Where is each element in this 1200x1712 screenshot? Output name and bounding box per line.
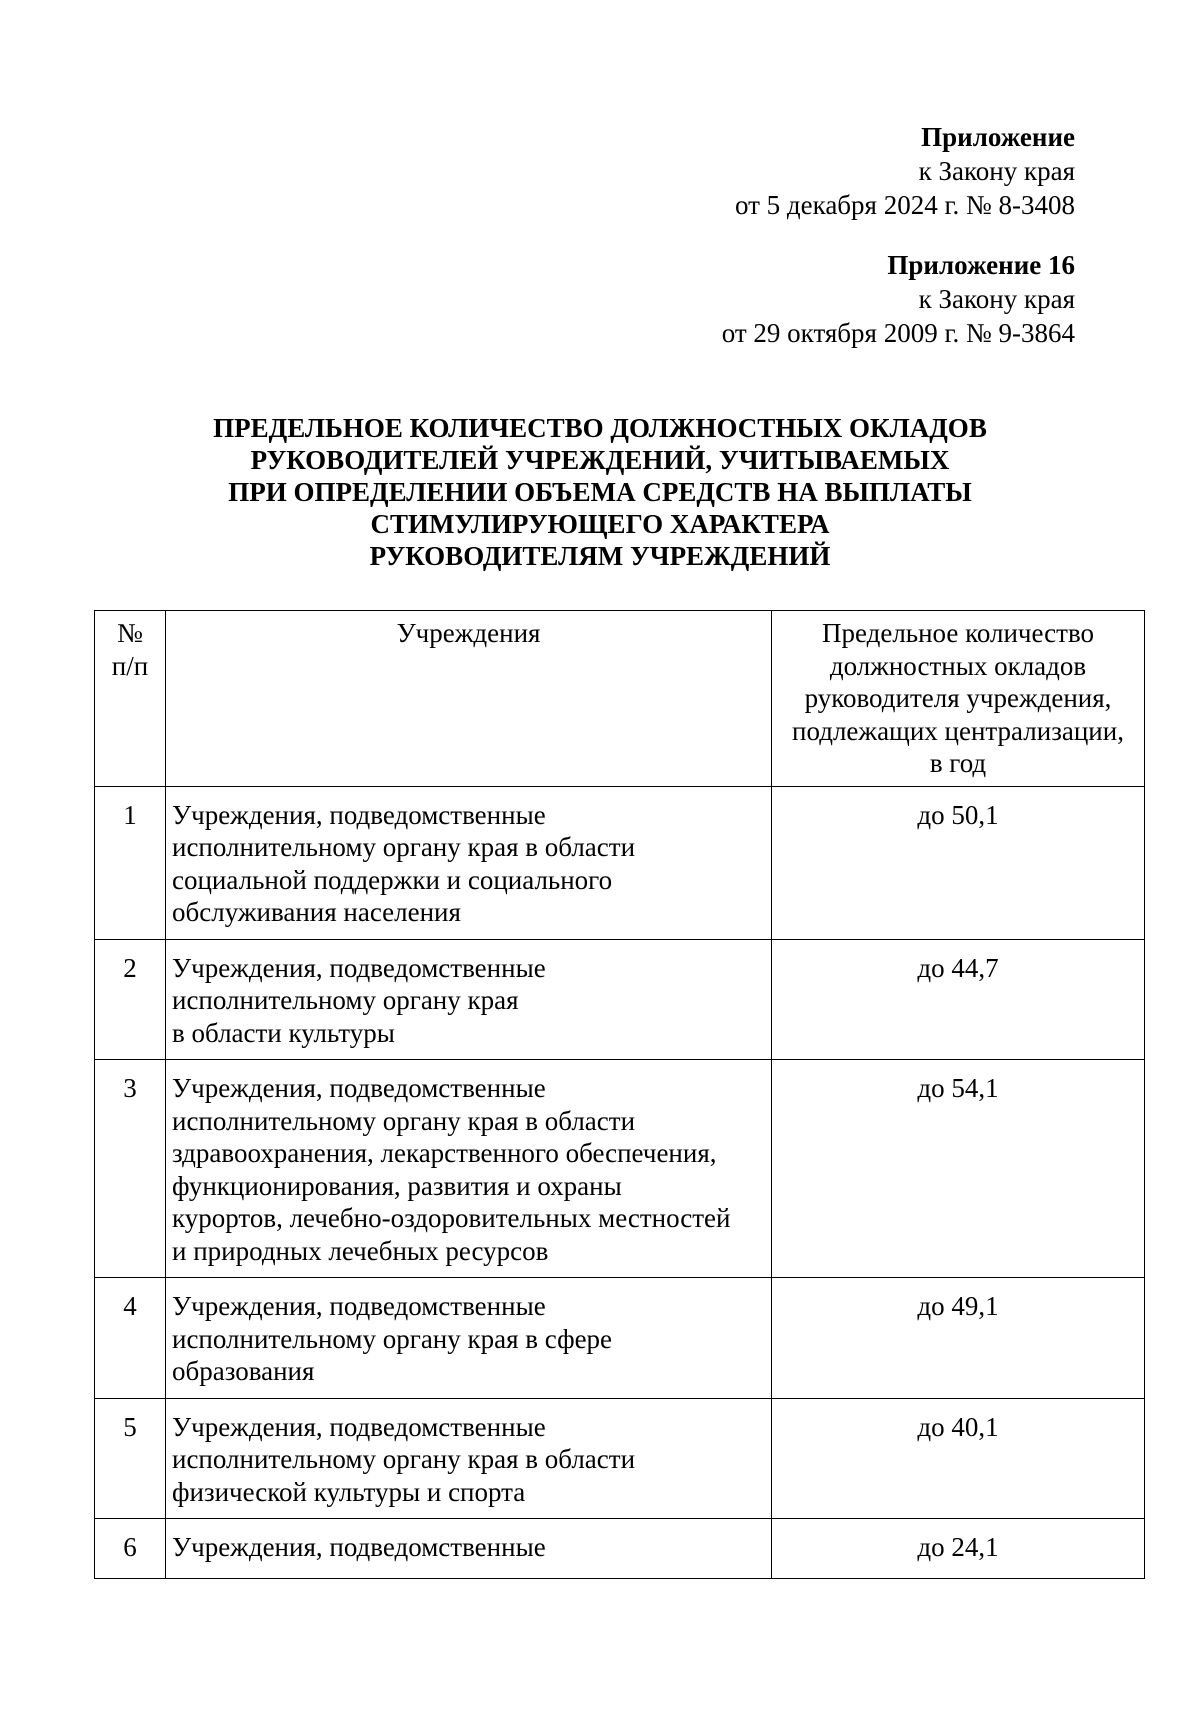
annex-current-title: Приложение (921, 122, 1075, 152)
header-value-line: в год (929, 748, 987, 778)
header-value-line: Предельное количество (821, 618, 1095, 648)
row-institution (166, 1060, 772, 1278)
row-number: 1 (95, 786, 166, 939)
header-value-line: должностных окладов (829, 650, 1087, 681)
row-institution-line: исполнительному органу края (172, 985, 519, 1015)
annex-current-law: к Закону края (918, 156, 1075, 186)
limits-table (94, 610, 1145, 1579)
header-number (95, 611, 166, 787)
annex-current (735, 120, 1075, 222)
document-title-line: ПРИ ОПРЕДЕЛЕНИИ ОБЪЕМА СРЕДСТВ НА ВЫПЛАТЫ (228, 477, 972, 507)
row-institution-line: и природных лечебных ресурсов (172, 1235, 549, 1266)
document-title-line: РУКОВОДИТЕЛЕЙ УЧРЕЖДЕНИЙ, УЧИТЫВАЕМЫХ (250, 445, 950, 475)
row-institution-line: обслуживания населения (172, 897, 461, 927)
row-number: 6 (95, 1519, 166, 1579)
document-title (90, 412, 1110, 572)
row-number: 5 (95, 1398, 166, 1519)
row-value: до 40,1 (772, 1398, 1145, 1519)
table-row (95, 1278, 1145, 1399)
header-number-line: № (117, 618, 143, 648)
header-value-line: подлежащих централизации, (792, 715, 1124, 746)
table-row (95, 1519, 1145, 1579)
row-institution (166, 1398, 772, 1519)
table-header-row (95, 611, 1145, 787)
header-value-line: руководителя учреждения, (804, 683, 1112, 713)
row-institution-line: исполнительному органу края в области (172, 832, 636, 862)
row-institution (166, 1519, 772, 1579)
row-institution-line: в области культуры (172, 1017, 395, 1048)
row-institution-line: Учреждения, подведомственные (172, 1291, 546, 1321)
row-institution-line: образования (172, 1356, 315, 1386)
row-institution-line: курортов, лечебно-оздоровительных местностей (172, 1203, 731, 1233)
row-institution-line: социальной поддержки и социального (172, 864, 613, 895)
header-institution: Учреждения (166, 611, 772, 787)
row-value: до 54,1 (772, 1060, 1145, 1278)
row-institution-line: Учреждения, подведомственные (172, 1073, 546, 1103)
row-institution-line: Учреждения, подведомственные (172, 799, 546, 830)
row-institution-line: физической культуры и спорта (172, 1476, 526, 1507)
table-row (95, 1398, 1145, 1519)
row-value: до 44,7 (772, 939, 1145, 1060)
row-institution-line: Учреждения, подведомственные (172, 1411, 546, 1442)
document-title-line: СТИМУЛИРУЮЩЕГО ХАРАКТЕРА (370, 509, 830, 539)
header-value (772, 611, 1145, 787)
annex-current-date: от 5 декабря 2024 г. № 8-3408 (734, 190, 1075, 220)
row-institution-line: исполнительному органу края в области (172, 1444, 636, 1474)
document-title-line: РУКОВОДИТЕЛЯМ УЧРЕЖДЕНИЙ (369, 541, 831, 571)
header-number-line: п/п (111, 650, 149, 681)
row-institution (166, 786, 772, 939)
annex-original-law: к Закону края (918, 284, 1075, 314)
row-institution-line: исполнительному органу края в области (172, 1105, 636, 1136)
table-row (95, 1060, 1145, 1278)
annex-original-date: от 29 октября 2009 г. № 9-3864 (721, 318, 1075, 348)
table-row (95, 939, 1145, 1060)
row-number: 3 (95, 1060, 166, 1278)
document-title-line: ПРЕДЕЛЬНОЕ КОЛИЧЕСТВО ДОЛЖНОСТНЫХ ОКЛАДОВ (213, 413, 987, 443)
row-institution (166, 1278, 772, 1399)
row-institution-line: Учреждения, подведомственные (172, 1532, 546, 1562)
annex-original-title: Приложение 16 (887, 250, 1075, 280)
table-row (95, 786, 1145, 939)
row-value: до 50,1 (772, 786, 1145, 939)
row-institution-line: здравоохранения, лекарственного обеспечения, (172, 1138, 717, 1168)
row-number: 2 (95, 939, 166, 1060)
row-institution (166, 939, 772, 1060)
annex-original (722, 248, 1075, 350)
row-value: до 49,1 (772, 1278, 1145, 1399)
row-institution-line: исполнительному органу края в сфере (172, 1323, 613, 1354)
row-number: 4 (95, 1278, 166, 1399)
row-institution-line: функционирования, развития и охраны (172, 1170, 622, 1201)
row-value: до 24,1 (772, 1519, 1145, 1579)
row-institution-line: Учреждения, подведомственные (172, 952, 546, 983)
